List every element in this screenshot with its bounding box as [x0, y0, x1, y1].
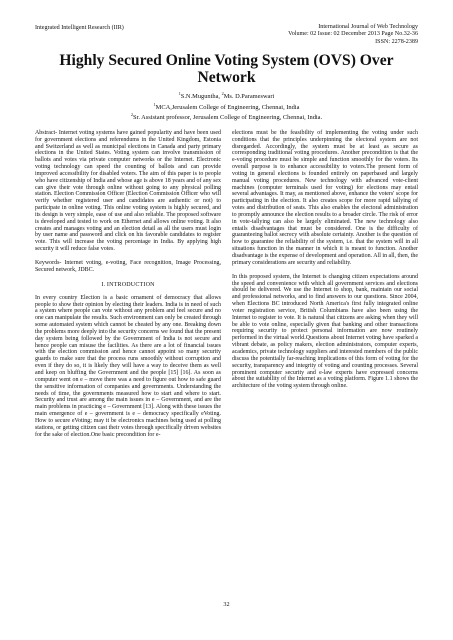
abstract: Abstract- Internet voting systems have gained popularity and have been used for government elections and referendums in the United Kingdom, Estonia and Switzerland as well as municipal elections in Canada and party primary elections in the United States. Voting system can involve transmission of ballots and votes via private computer networks or the Internet. Electronic voting technology can speed the counting of ballots and can provide improved accessibility for disabled voters. The aim of this paper is to people who have citizenship of India and whose age is above 18 years and of any sex can give their vote through online without going to any physical polling station. Election Commission Officer (Election Commission Officer who will verify whether registered user and candidates are authentic or not) to participate in online voting. This online voting system is highly secured, and its design is very simple, ease of use and also reliable. The proposed software is developed and tested to work on Ethernet and allows online voting. It also creates and manages voting and an election detail as all the users must login by user name and password and click on his favorable candidates to register vote. This will increase the voting percentage in India. By applying high security it will reduce false votes.: [35, 129, 221, 253]
journal-title: International Journal of Web Technology: [318, 24, 418, 30]
page-number: 32: [223, 601, 230, 608]
section-heading-introduction: I. INTRODUCTION: [101, 281, 155, 288]
journal-volume: Volume: 02 Issue: 02 December 2013 Page No.32-36: [288, 31, 418, 38]
author-affiliation-2: $^2$Sr. Assistant professor, Jerusalem College of Engineering, Chennai, India.: [130, 112, 323, 122]
introduction-text: In every country Election is a basic ornament of democracy that allows people to show their opinion by electing their leaders. India is in need of such a system where people can vote without any problem and feel secure and no one can manipulate the results. Such environment can only be created through some automated system which cannot be cheated by any one. Breaking down the problems more deeply into the security concerns we found that the present day system being followed by the Government of India is not secure and hence people can misuse the facilities. As there are a lot of financial issues with the election commission and hence cannot appoint so many security guards to make sure that the process runs smoothly without corruption and even if they do so, it is likely they will have a way to deceive them as well and keep on bluffing the Government and the people [15] [16]. As soon as computer went on e – move there was a need to figure out how to safe guard the sensitive information of companies and governments. Understanding the needs of time, the governments measured how to start and where to start. Security and trust are among the main issues in e – Government, and are the main problems in practicing e – Government [13]. Along with these issues the main emergence of e – government is e – democracy specifically eVoting. How to secure eVoting; may it be electronics machines being used at polling stations, or getting citizen cast their votes through specifically driven websites for the sake of election.One basic precondition for e-: [35, 294, 221, 438]
author-affiliation-1: $^1$MCA,Jerusalem College of Engineering, Chennai, India: [153, 101, 300, 111]
publisher-name: Integrated Intelligent Research (IIR): [35, 25, 124, 31]
left-column: [35, 130, 221, 439]
keywords: Keywords- Internet voting, e-voting, Face recognition, Image Processing, Secured network, JDBC.: [35, 260, 221, 273]
journal-header: [35, 24, 418, 46]
right-column: [232, 130, 418, 439]
author-names: $^1$S.N.Muguntha, $^2$Ms. D.Parameswari: [178, 91, 275, 101]
paragraph-2: In this proposed system, the Internet is changing citizen expectations around the speed and convenience with which all government services and elections should be delivered. We use the Internet to shop, bank, maintain our social and professional networks, and to find answers to our questions. Since 2004, when Elections BC introduced North America's first fully integrated online voter registration service, British Columbians have also been using the Internet to register to vote. It is natural that citizens are asking when they will be able to vote online, especially given that banking and other transactions requiring security to protect personal information are now routinely performed in the virtual world.Questions about Internet voting have sparked a vibrant debate, as policy makers, election administrators, computer experts, academics, private technology suppliers and interested members of the public discuss the potentially far-reaching implications of this form of voting for the security, transparency and integrity of voting and counting processes. Several prominent computer security and e-law experts have expressed concerns about the suitability of the Internet as a voting platform. Figure 1.1 shows the architecture of the voting system through online.: [232, 273, 418, 390]
author-block: [35, 90, 418, 122]
journal-issn: ISSN: 2278-2389: [375, 38, 418, 45]
paper-title: Highly Secured Online Voting System (OVS) Over Network: [59, 52, 394, 87]
paragraph-1: elections must be the feasibility of implementing the voting under such conditions that the principles underpinning the electoral system are not disregarded. Accordingly, the system must be at least as secure as corresponding traditional voting procedures. Another precondition is that the e-voting procedure must be simple and function smoothly for the voters. Its overall purpose is to enhance accessibility to voters.The present form of voting in general elections is founded entirely on paperbased and largely manual voting procedures. New technology with advanced vote-client machines (computer terminals used for voting) for elections may entail several advantages. It may, as mentioned above, enhance the voters' scope for participating in the election. It also creates scope for more rapid tallying of votes and distribution of seats. This also enables the electoral administration to promptly announce the election results to a broader circle. The risk of error in vote-tallying can also be largely eliminated. The new technology also entails disadvantages that must be considered. One is the difficulty of guaranteeing ballot secrecy with absolute certainty. Another is the question of how to guarantee the reliability of the system, i.e. that the system will in all situations function in the manner in which it is meant to function. Another disadvantage is the expense of development and operation. All in all, then, the primary considerations are security and reliability.: [232, 129, 418, 266]
journal-info: [288, 24, 418, 46]
body-columns: [35, 130, 418, 439]
